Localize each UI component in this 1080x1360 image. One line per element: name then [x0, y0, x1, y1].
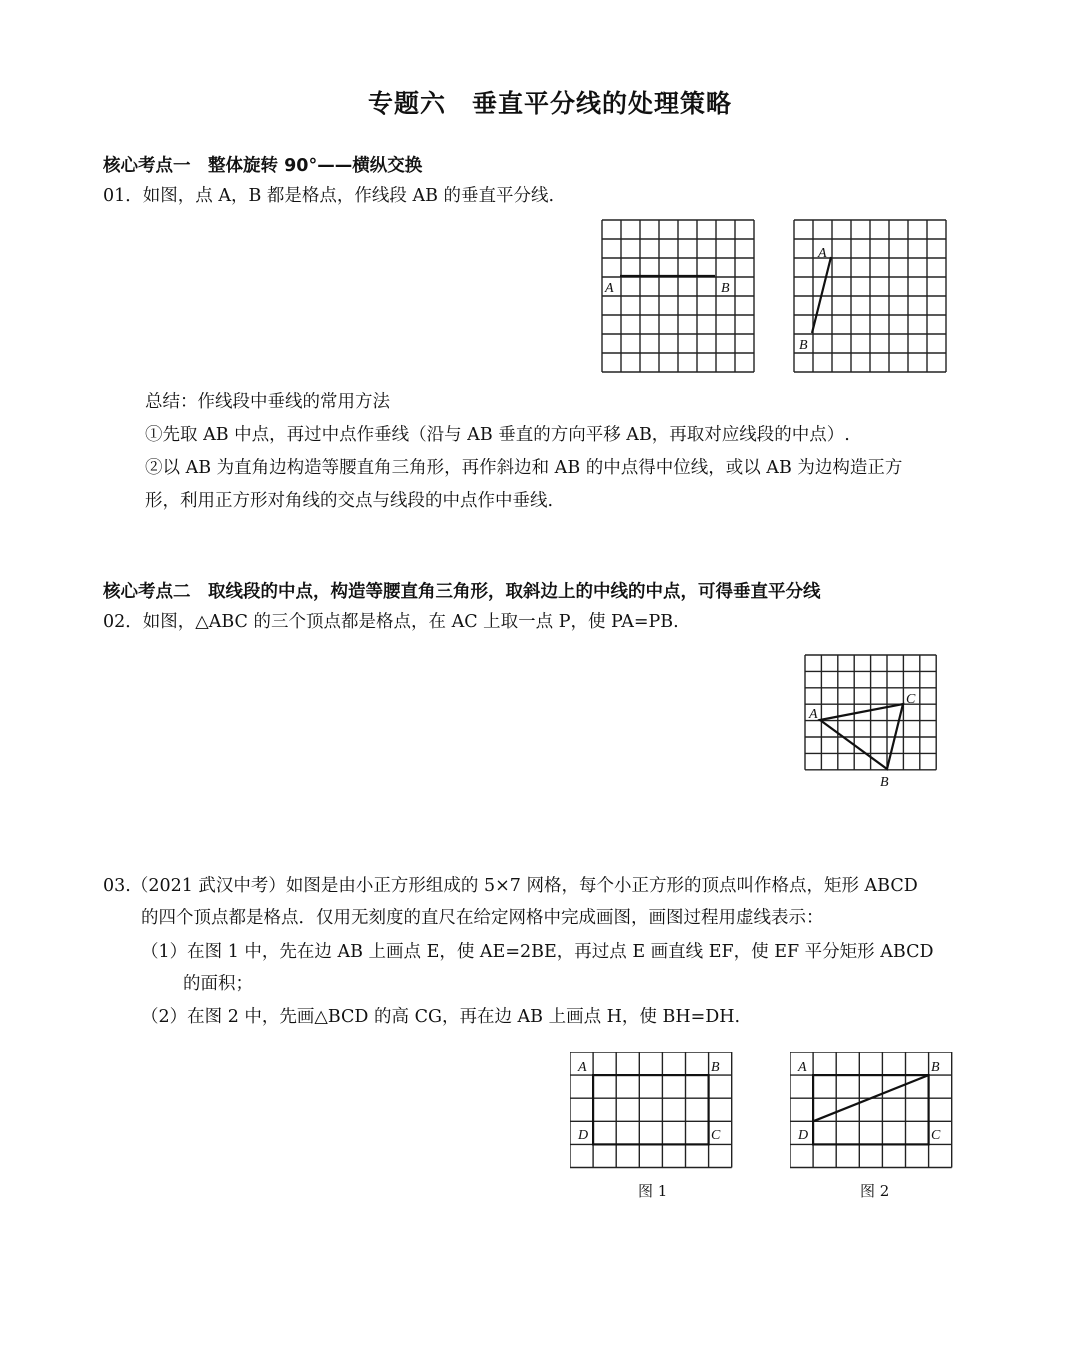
summary-method-2-line-1: ②以 AB 为直角边构造等腰直角三角形，再作斜边和 AB 的中点得中位线，或以 AB 为边构造正方: [145, 458, 903, 478]
segment-ab: [812, 257, 831, 333]
section-1-heading: 核心考点一 整体旋转 90°——横纵交换: [103, 156, 423, 176]
q3-fig1-label-a: A: [578, 1060, 587, 1075]
q3-figure-2-caption: 图 2: [860, 1182, 890, 1200]
q1-fig1-label-b: B: [721, 281, 730, 296]
rectangle-abcd: [813, 1075, 929, 1144]
q1-fig2-label-a: A: [818, 246, 827, 261]
question-02: 02．如图，△ABC 的三个顶点都是格点，在 AC 上取一点 P，使 PA=PB.: [103, 612, 679, 632]
q1-fig2-grid: [794, 220, 946, 372]
q2-label-b: B: [880, 775, 889, 790]
summary-method-1: ①先取 AB 中点，再过中点作垂线（沿与 AB 垂直的方向平移 AB，再取对应线段的中点）.: [145, 425, 850, 445]
q1-fig1-grid: [602, 220, 754, 372]
q2-figure: [804, 654, 944, 794]
q3-fig2-label-b: B: [931, 1060, 940, 1075]
q3-fig1-grid: [570, 1052, 732, 1168]
q3-figure-2: [790, 1052, 955, 1170]
q3-figure-1: [570, 1052, 735, 1170]
q1-figure-2: [793, 219, 953, 377]
q3-fig2-label-d: D: [798, 1128, 809, 1143]
question-03-line-1: 03.（2021 武汉中考）如图是由小正方形组成的 5×7 网格，每个小正方形的顶点叫作格点，矩形 ABCD: [103, 876, 918, 896]
q3-figure-1-caption: 图 1: [638, 1182, 668, 1200]
question-03-part-1-line-1: （1）在图 1 中，先在边 AB 上画点 E，使 AE=2BE，再过点 E 画直线 EF，使 EF 平分矩形 ABCD: [141, 942, 934, 962]
q2-label-c: C: [906, 692, 916, 707]
q1-fig1-label-a: A: [605, 281, 614, 296]
rectangle-abcd: [593, 1075, 709, 1144]
q3-fig2-grid: [790, 1052, 952, 1168]
question-03-line-2: 的四个顶点都是格点．仅用无刻度的直尺在给定网格中完成画图，画图过程用虚线表示：: [141, 908, 824, 928]
q2-grid: [805, 655, 936, 770]
q3-fig1-label-b: B: [711, 1060, 720, 1075]
question-03-part-2: （2）在图 2 中，先画△BCD 的高 CG，再在边 AB 上画点 H，使 BH=DH.: [141, 1007, 741, 1027]
section-2-heading: 核心考点二 取线段的中点，构造等腰直角三角形，取斜边上的中线的中点，可得垂直平分线: [103, 582, 821, 602]
q3-fig2-label-c: C: [931, 1128, 941, 1143]
q2-label-a: A: [809, 707, 818, 722]
q1-figure-1: [601, 219, 761, 377]
q1-fig2-label-b: B: [799, 338, 808, 353]
summary-title: 总结：作线段中垂线的常用方法: [145, 392, 390, 412]
question-01: 01．如图，点 A，B 都是格点，作线段 AB 的垂直平分线.: [103, 186, 555, 206]
q3-fig2-label-a: A: [798, 1060, 807, 1075]
page-title: 专题六 垂直平分线的处理策略: [368, 89, 733, 118]
question-03-part-1-line-2: 的面积；: [183, 974, 253, 994]
q3-fig1-label-c: C: [711, 1128, 721, 1143]
summary-method-2-line-2: 形，利用正方形对角线的交点与线段的中点作中垂线.: [145, 491, 554, 511]
q3-fig1-label-d: D: [578, 1128, 589, 1143]
